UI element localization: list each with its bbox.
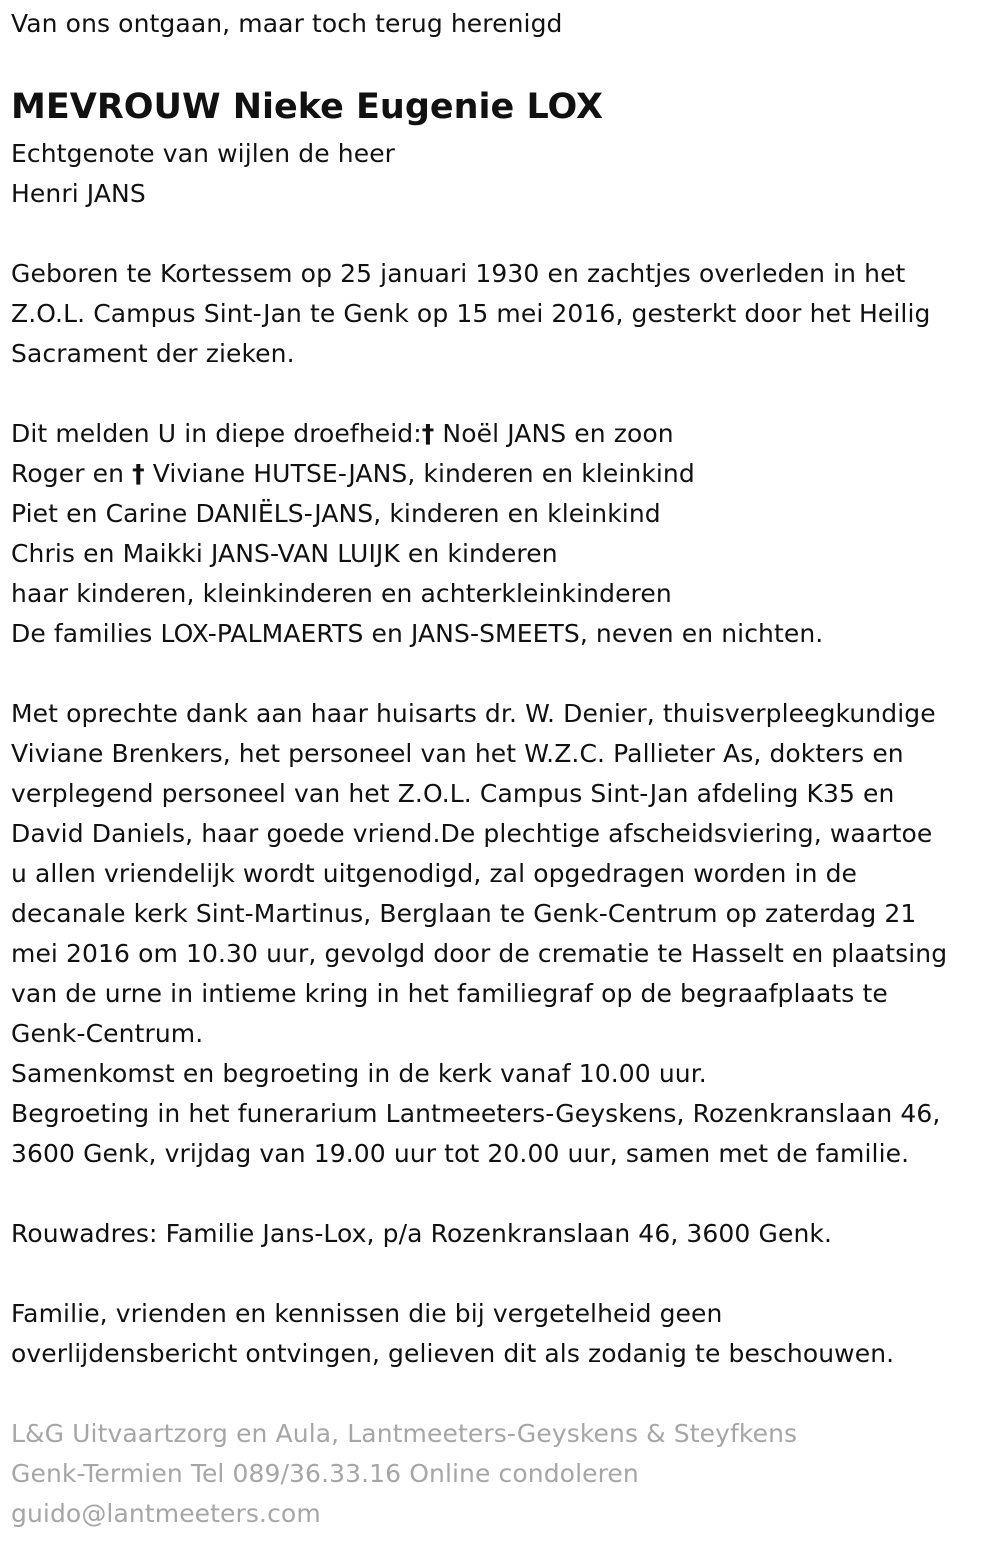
thanks-line: Samenkomst en begroeting in de kerk vanaf 10.00 uur. [11, 1059, 707, 1088]
thanks-line: Met oprechte dank aan haar huisarts dr. W. Denier, thuisverpleegkundige [11, 699, 936, 728]
footer-line: L&G Uitvaartzorg en Aula, Lantmeeters-Geyskens & Steyfkens [11, 1419, 798, 1448]
thanks-line: Begroeting in het funerarium Lantmeeters-Geyskens, Rozenkranslaan 46, [11, 1099, 941, 1128]
family-line [11, 414, 823, 454]
footer-line: Genk-Termien Tel 089/36.33.16 Online condoleren [11, 1459, 639, 1488]
mourning-address: Rouwadres: Familie Jans-Lox, p/a Rozenkranslaan 46, 3600 Genk. [11, 1219, 833, 1248]
family-line: Piet en Carine DANIËLS-JANS, kinderen en kleinkind [11, 499, 661, 528]
family-line-prefix: Roger en [11, 459, 133, 488]
thanks-line: David Daniels, haar goede vriend.De plechtige afscheidsviering, waartoe [11, 819, 933, 848]
funeral-home-footer [11, 1414, 797, 1534]
intro-line: Van ons ontgaan, maar toch terug herenigd [11, 9, 563, 38]
birth-line: Sacrament der zieken. [11, 339, 295, 368]
notice-block [11, 1294, 894, 1374]
spouse-line: Henri JANS [11, 179, 146, 208]
family-line [11, 454, 823, 494]
thanks-line: u allen vriendelijk wordt uitgenodigd, zal opgedragen worden in de [11, 859, 858, 888]
thanks-line: mei 2016 om 10.30 uur, gevolgd door de crematie te Hasselt en plaatsing [11, 939, 948, 968]
family-line: Chris en Maikki JANS-VAN LUIJK en kinderen [11, 539, 558, 568]
family-line-prefix: Dit melden U in diepe droefheid: [11, 419, 422, 448]
family-line-rest: Viviane HUTSE-JANS, kinderen en kleinkind [144, 459, 695, 488]
spouse-line: Echtgenote van wijlen de heer [11, 139, 396, 168]
thanks-line: decanale kerk Sint-Martinus, Berglaan te Genk-Centrum op zaterdag 21 [11, 899, 917, 928]
family-line: haar kinderen, kleinkinderen en achterkleinkinderen [11, 579, 672, 608]
family-line: De families LOX-PALMAERTS en JANS-SMEETS, neven en nichten. [11, 619, 824, 648]
birth-line: Geboren te Kortessem op 25 januari 1930 en zachtjes overleden in het [11, 259, 906, 288]
thanks-block [11, 694, 947, 1174]
birth-line: Z.O.L. Campus Sint-Jan te Genk op 15 mei 2016, gesterkt door het Heilig [11, 299, 931, 328]
notice-line: overlijdensbericht ontvingen, gelieven dit als zodanig te beschouwen. [11, 1339, 895, 1368]
mourning-address-block [11, 1214, 832, 1254]
family-block [11, 414, 823, 654]
thanks-line: 3600 Genk, vrijdag van 19.00 uur tot 20.00 uur, samen met de familie. [11, 1139, 910, 1168]
cross-icon: † [421, 419, 435, 448]
thanks-line: Viviane Brenkers, het personeel van het W.Z.C. Pallieter As, dokters en [11, 739, 904, 768]
thanks-line: Genk-Centrum. [11, 1019, 204, 1048]
birth-death-block [11, 254, 930, 374]
family-line-rest: Noël JANS en zoon [434, 419, 674, 448]
cross-icon: † [132, 459, 145, 488]
thanks-line: verplegend personeel van het Z.O.L. Campus Sint-Jan afdeling K35 en [11, 779, 895, 808]
spouse-block [11, 134, 395, 214]
thanks-line: van de urne in intieme kring in het familiegraf op de begraafplaats te [11, 979, 888, 1008]
notice-line: Familie, vrienden en kennissen die bij vergetelheid geen [11, 1299, 723, 1328]
deceased-name: MEVROUW Nieke Eugenie LOX [11, 87, 604, 127]
footer-email: guido@lantmeeters.com [11, 1499, 321, 1528]
